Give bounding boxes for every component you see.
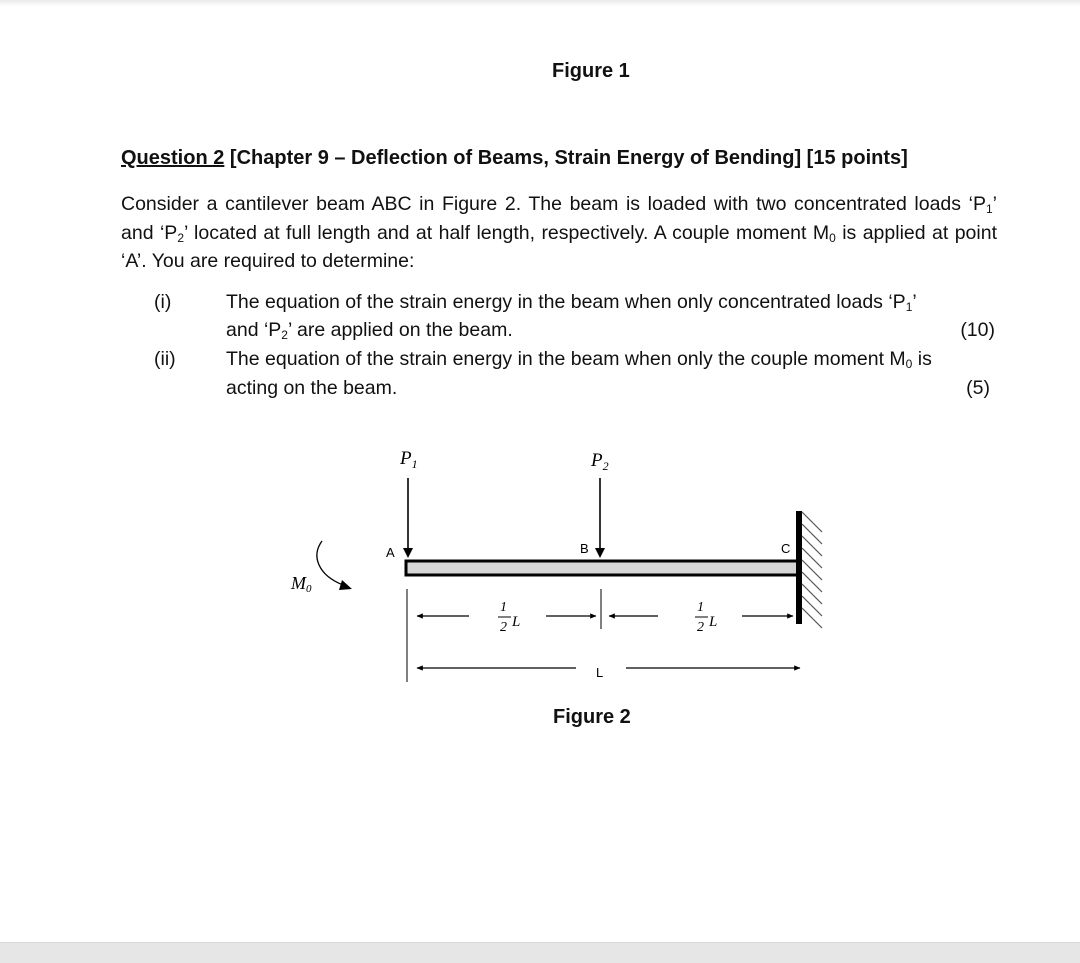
item-i-line2: and ‘$P_2$’ are applied on the beam. <box>226 319 513 342</box>
question-number: Question 2 <box>121 147 225 169</box>
p1-arrowhead <box>403 548 413 558</box>
point-a-label: A <box>386 545 395 560</box>
moment-label: M0 <box>291 573 312 595</box>
half-fraction-numerator: 1 <box>697 600 704 615</box>
question-topic: [Chapter 9 – Deflection of Beams, Strain Energy of Bending] [15 points] <box>224 147 908 169</box>
item-ii-line1: The equation of the strain energy in the beam when only the couple moment $M_0$ is <box>226 348 932 371</box>
total-length-label: L <box>596 665 604 680</box>
moment-arc <box>317 541 343 585</box>
p2-label: $P_2$ <box>591 450 609 473</box>
item-ii-marks: (5) <box>966 377 990 399</box>
item-i-marks: (10) <box>960 319 995 341</box>
fixed-support-wall <box>796 511 802 624</box>
support-hatching <box>802 512 822 628</box>
figure-2-caption: Figure 2 <box>553 706 631 728</box>
moment-arrowhead <box>339 580 352 590</box>
figure-1-caption: Figure 1 <box>552 60 630 82</box>
page-bottom-edge <box>0 942 1080 963</box>
item-number: (i) <box>154 291 172 313</box>
half-fraction-numerator: 1 <box>500 600 507 615</box>
question-intro: Consider a cantilever beam ABC in Figure 2. The beam is loaded with two concentrated loads ‘$P_1$’ and ‘$P_2$’ located at full length and at half length, respectively. A couple moment $M_0$ is applied at point ‘A’. You are required to determine: <box>121 193 997 272</box>
half-length-variable: L <box>709 614 718 630</box>
p1-label: $P_1$ <box>400 448 418 471</box>
item-i-line1: The equation of the strain energy in the beam when only concentrated loads ‘$P_1$’ <box>226 291 917 314</box>
item-number: (ii) <box>154 348 176 370</box>
point-c-label: C <box>781 541 791 556</box>
point-b-label: B <box>580 541 589 556</box>
half-length-variable: L <box>512 614 521 630</box>
p2-arrowhead <box>595 548 605 558</box>
half-fraction-denominator: 2 <box>697 620 704 635</box>
item-ii-line2: acting on the beam. <box>226 377 398 399</box>
beam <box>406 561 798 575</box>
half-fraction-denominator: 2 <box>500 620 507 635</box>
